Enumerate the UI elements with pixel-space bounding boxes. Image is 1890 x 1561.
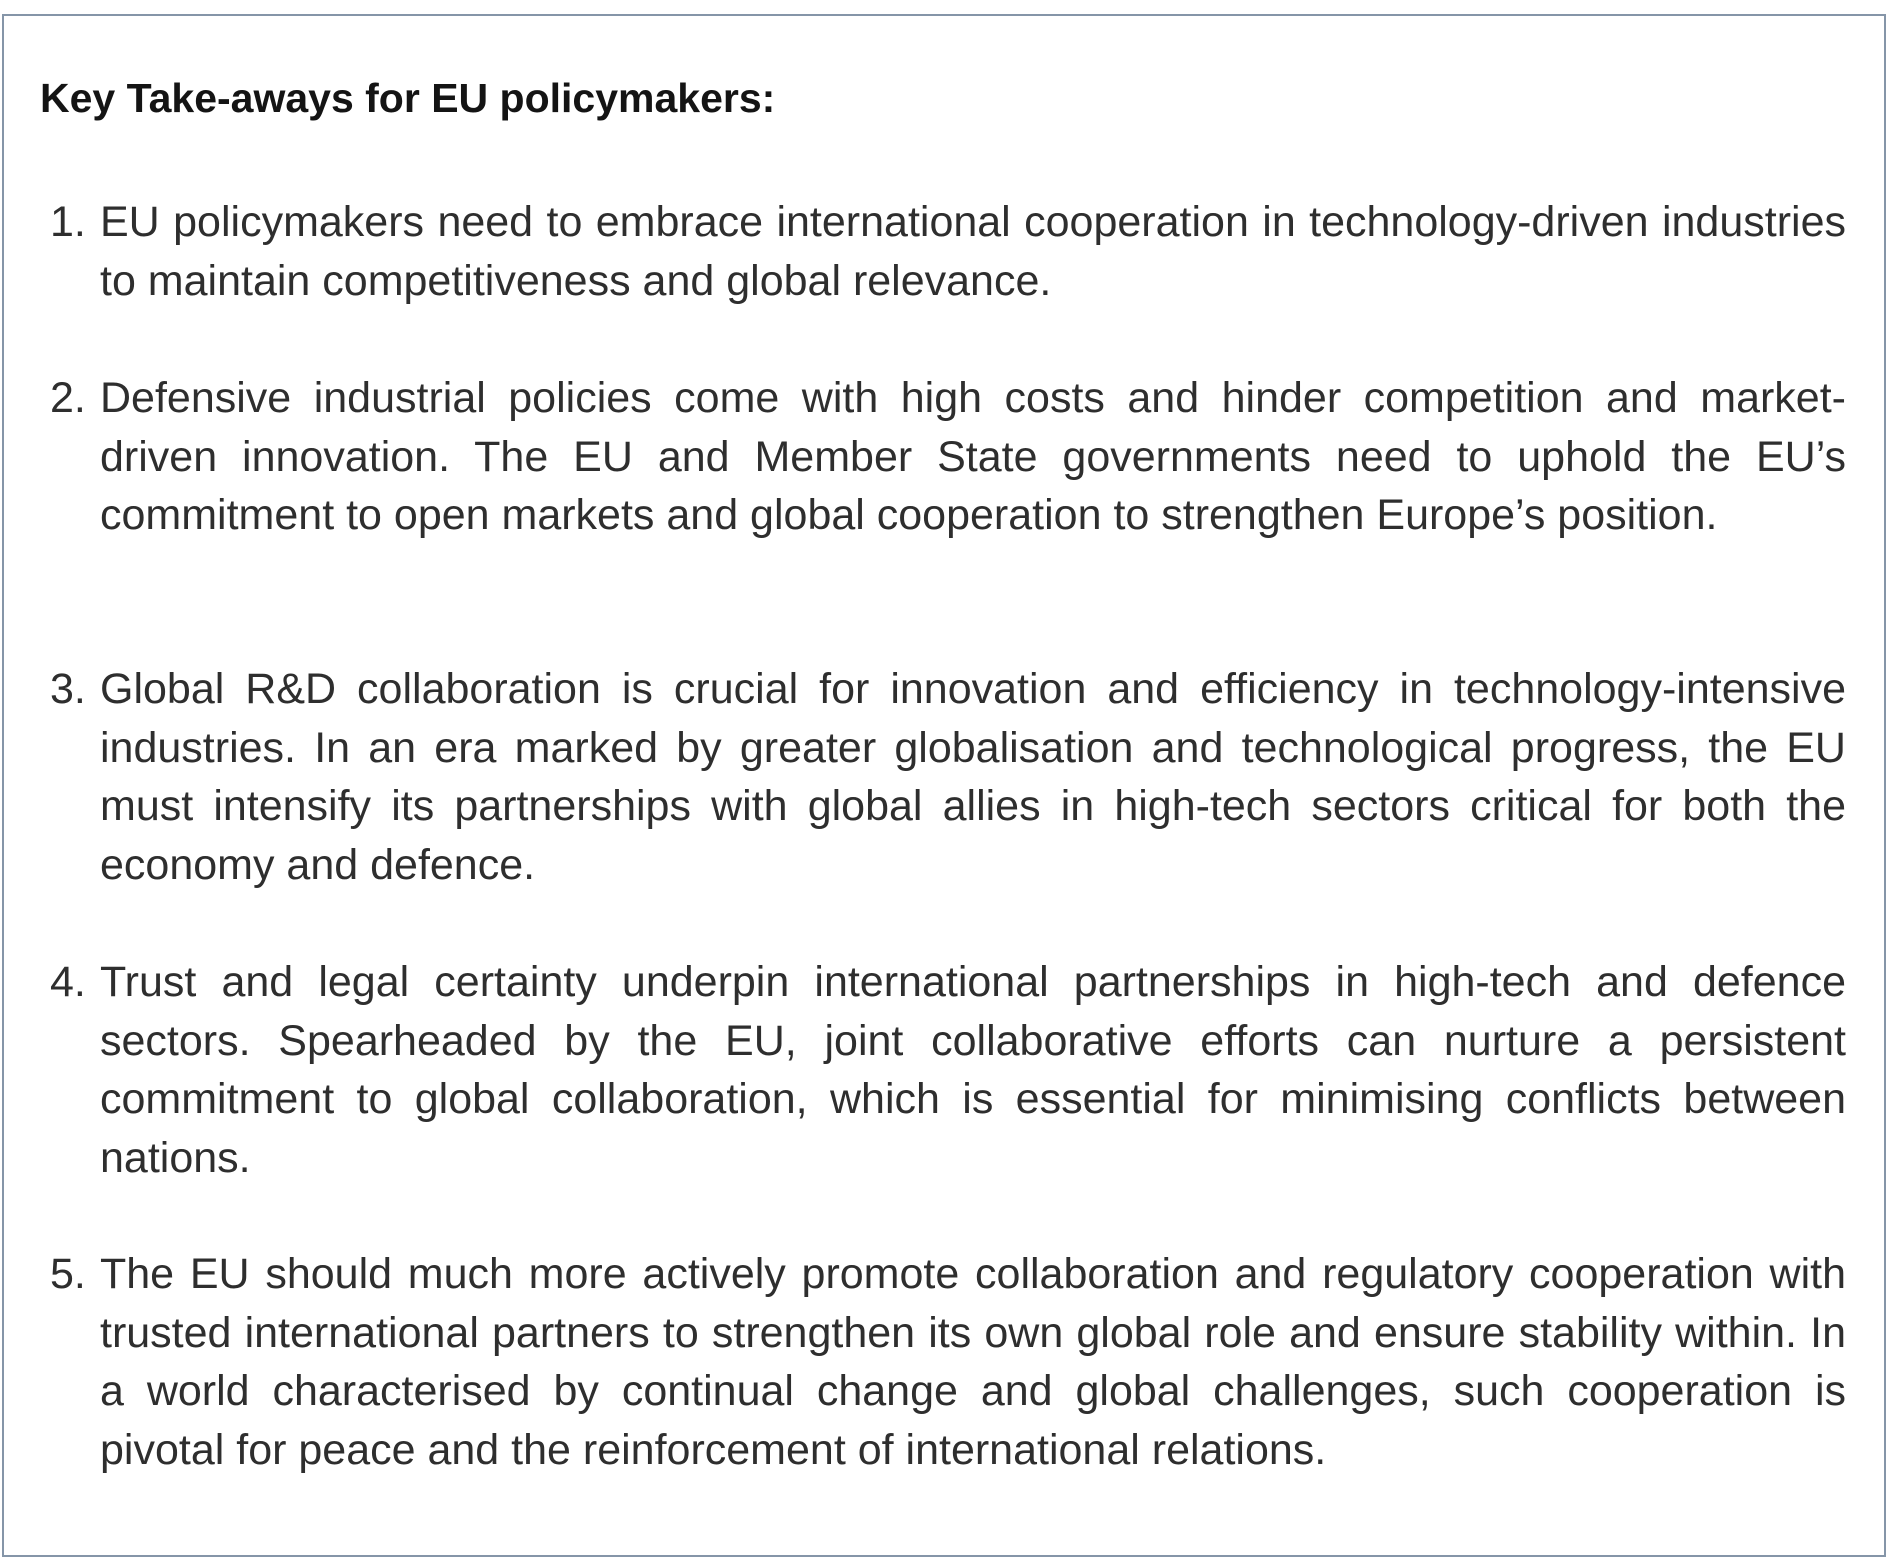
list-item: [50, 193, 1846, 310]
item-text: EU policymakers need to embrace international cooperation in technology-driven industries to maintain competitiveness and global relevance.: [100, 198, 1846, 305]
list-item: [50, 953, 1846, 1187]
list-item: [50, 660, 1846, 894]
item-number: 5.: [50, 1250, 86, 1298]
item-text: Trust and legal certainty underpin international partnerships in high-tech and defence sectors. Spearheaded by the EU, joint collaborative efforts can nurture a persistent commitment to global collaboration, which is essential for minimising conflicts between nations.: [100, 958, 1846, 1182]
item-text: Global R&D collaboration is crucial for innovation and efficiency in technology-intensive industries. In an era marked by greater globalisation and technological progress, the EU must intensify its partnerships with global allies in high-tech sectors critical for both the economy and defence.: [100, 665, 1846, 889]
item-number: 3.: [50, 665, 86, 713]
item-number: 1.: [50, 198, 86, 246]
takeaways-box: [2, 14, 1886, 1557]
item-number: 4.: [50, 958, 86, 1006]
item-number: 2.: [50, 374, 86, 422]
list-item: [50, 369, 1846, 545]
box-heading: Key Take-aways for EU policymakers:: [40, 75, 776, 121]
item-text: The EU should much more actively promote collaboration and regulatory cooperation with trusted international partners to strengthen its own global role and ensure stability within. In a world characterised by continual change and global challenges, such cooperation is pivotal for peace and the reinforcement of international relations.: [100, 1250, 1846, 1474]
list-item: [50, 1245, 1846, 1479]
item-text: Defensive industrial policies come with high costs and hinder competition and market-driven innovation. The EU and Member State governments need to uphold the EU’s commitment to open markets and global cooperation to strengthen Europe’s position.: [100, 374, 1846, 539]
